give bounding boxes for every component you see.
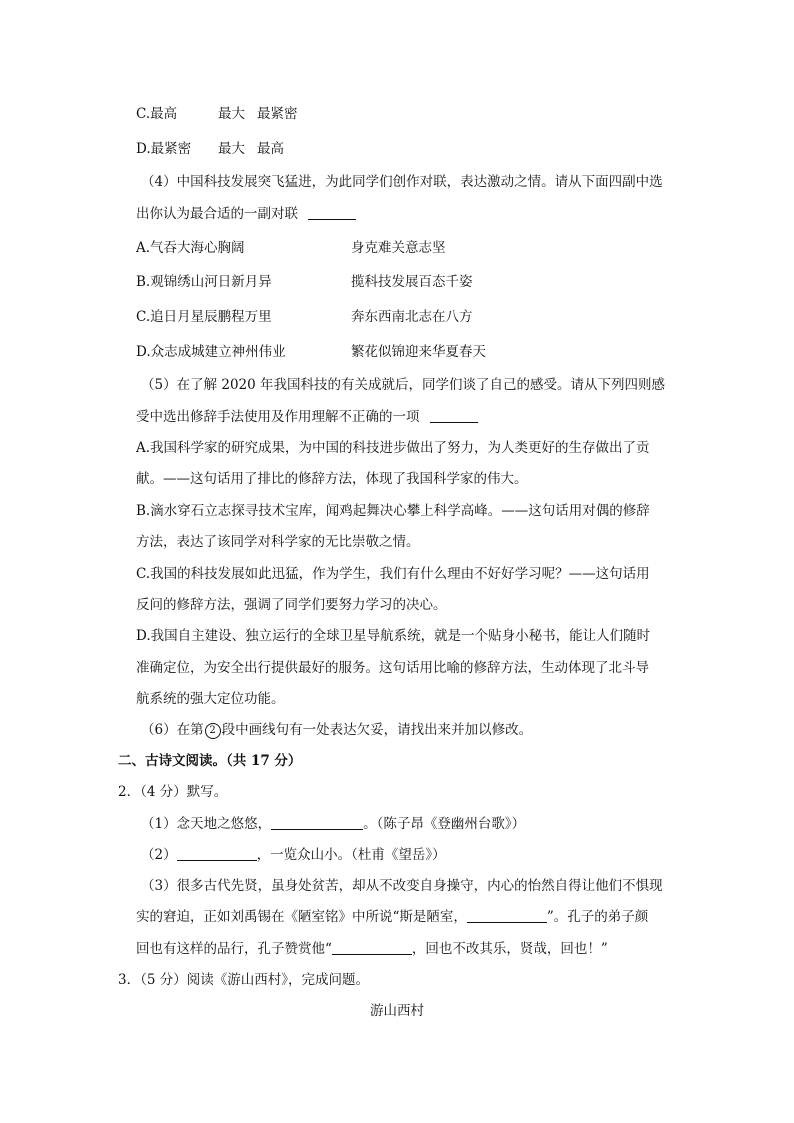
q4-option-b-left: B.观锦绣山河日新月异 bbox=[136, 274, 272, 290]
q4-option-a bbox=[136, 238, 446, 258]
section-2-heading: 二、古诗文阅读。（共 17 分） bbox=[118, 753, 302, 769]
q4-stem-line-2 bbox=[136, 204, 356, 224]
paragraph-number-circle: 2 bbox=[205, 723, 221, 739]
q4-option-c-left: C.追日月星辰鹏程万里 bbox=[136, 309, 272, 325]
q3-heading: 3．（5 分）阅读《游山西村》，完成问题。 bbox=[118, 972, 369, 988]
option-d-value-2: 最大 bbox=[218, 141, 245, 157]
q2-item-3-line-3 bbox=[136, 939, 608, 959]
q2-item-2-blank bbox=[177, 846, 257, 861]
option-c-row bbox=[136, 104, 298, 124]
q5-stem-line-1: （5）在了解 2020 年我国科技的有关成就后，同学们谈了自己的感受。请从下列四则感 bbox=[141, 377, 666, 393]
q4-option-c-right: 奔东西南北志在八方 bbox=[351, 309, 473, 325]
q2-item-3-blank-2 bbox=[332, 940, 412, 955]
q6-stem-pre: （6）在第 bbox=[141, 722, 204, 738]
q2-item-3-line-3-pre: 回也有这样的品行，孔子赞赏他“ bbox=[136, 941, 332, 957]
q6-stem bbox=[141, 720, 532, 740]
q4-option-a-right: 身克难关意志坚 bbox=[351, 240, 446, 256]
option-d-value-3: 最高 bbox=[257, 141, 284, 157]
q5-option-a-line-1: A.我国科学家的研究成果，为中国的科技进步做出了努力，为人类更好的生存做出了贡 bbox=[136, 440, 650, 456]
q2-item-1-blank bbox=[271, 815, 363, 830]
option-d-row bbox=[136, 139, 284, 159]
q5-answer-blank bbox=[430, 408, 478, 423]
q4-option-b bbox=[136, 272, 473, 292]
q5-option-c-line-1: C.我国的科技发展如此迅猛，作为学生，我们有什么理由不好好学习呢？——这句话用 bbox=[136, 566, 650, 582]
q5-option-c-line-2: 反问的修辞方法，强调了同学们要努力学习的决心。 bbox=[136, 597, 447, 613]
q5-option-a-line-2: 献。——这句话用了排比的修辞方法，体现了我国科学家的伟大。 bbox=[136, 471, 528, 487]
option-c-label: C.最高 bbox=[136, 106, 178, 122]
poem-title: 游山西村 bbox=[370, 1003, 424, 1019]
q2-item-3-line-2-pre: 实的窘迫，正如刘禹锡在《陋室铭》中所说“斯是陋室， bbox=[136, 909, 467, 925]
option-c-value-2: 最大 bbox=[218, 106, 245, 122]
q2-item-1-post: 。（陈子昂《登幽州台歌》） bbox=[363, 816, 526, 832]
q5-option-d-line-2: 准确定位，为安全出行提供最好的服务。这句话用比喻的修辞方法，生动体现了北斗导 bbox=[136, 660, 649, 676]
q5-option-d-line-3: 航系统的强大定位功能。 bbox=[136, 691, 285, 707]
option-c-value-3: 最紧密 bbox=[257, 106, 298, 122]
q2-heading: 2．（4 分）默写。 bbox=[118, 784, 228, 800]
q2-item-2-pre: （2） bbox=[141, 847, 177, 863]
q2-item-3-blank-1 bbox=[467, 908, 547, 923]
q2-item-2-post: ，一览众山小。（杜甫《望岳》） bbox=[256, 847, 446, 863]
q2-item-3-line-2 bbox=[136, 907, 648, 927]
q2-item-2 bbox=[141, 845, 446, 865]
option-d-label: D.最紧密 bbox=[136, 141, 192, 157]
q4-option-d-right: 繁花似锦迎来华夏春天 bbox=[351, 344, 486, 360]
q2-item-1-pre: （1）念天地之悠悠， bbox=[141, 816, 272, 832]
q4-option-d-left: D.众志成城建立神州伟业 bbox=[136, 344, 286, 360]
q4-option-c bbox=[136, 307, 473, 327]
q5-option-b-line-2: 方法，表达了该同学对科学家的无比崇敬之情。 bbox=[136, 534, 420, 550]
q4-option-a-left: A.气吞大海心胸阔 bbox=[136, 240, 245, 256]
q4-answer-blank bbox=[308, 205, 356, 220]
q4-stem-line-1: （4）中国科技发展突飞猛进，为此同学们创作对联，表达激动之情。请从下面四副中选 bbox=[141, 174, 663, 190]
q2-item-3-line-3-post: ，回也不改其乐，贤哉，回也！” bbox=[411, 941, 608, 957]
q5-option-b-line-1: B.滴水穿石立志探寻技术宝库，闻鸡起舞决心攀上科学高峰。——这句话用对偶的修辞 bbox=[136, 503, 650, 519]
q5-stem-line-2 bbox=[136, 407, 478, 427]
q6-stem-post: 段中画线句有一处表达欠妥，请找出来并加以修改。 bbox=[221, 722, 533, 738]
q5-option-d-line-1: D.我国自主建设、独立运行的全球卫星导航系统，就是一个贴身小秘书，能让人们随时 bbox=[136, 628, 651, 644]
q4-stem-text: 出你认为最合适的一副对联 bbox=[136, 206, 298, 222]
q2-item-3-line-2-post: ”。孔子的弟子颜 bbox=[546, 909, 649, 925]
q2-item-1 bbox=[141, 814, 525, 834]
q2-item-3-line-1: （3）很多古代先贤，虽身处贫苦，却从不改变自身操守，内心的怡然自得让他们不惧现 bbox=[141, 878, 663, 894]
q4-option-b-right: 揽科技发展百态千姿 bbox=[351, 274, 473, 290]
q4-option-d bbox=[136, 342, 486, 362]
q5-stem-text: 受中选出修辞手法使用及作用理解不正确的一项 bbox=[136, 409, 420, 425]
